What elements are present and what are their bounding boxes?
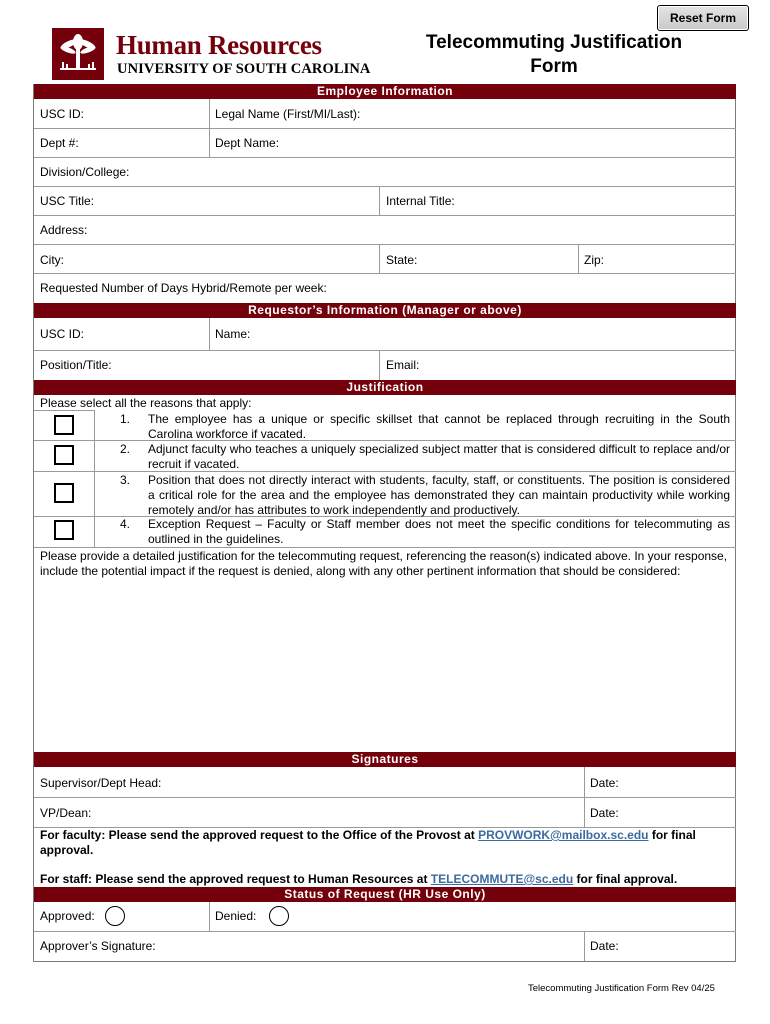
vp-dean-signature-field[interactable]: VP/Dean: — [40, 806, 92, 820]
divider — [584, 931, 585, 961]
dept-number-field[interactable]: Dept #: — [40, 136, 79, 150]
requestor-name-field[interactable]: Name: — [215, 327, 251, 341]
reason-text: Position that does not directly interact with students, faculty, staff, or constituents. The position is considered a critical role for the area and the employee has demonstrated they can maintain productivity while working remotely and/or has attributes to work independently and productively. — [148, 473, 730, 517]
vp-dean-date-field[interactable]: Date: — [590, 806, 619, 820]
days-remote-field[interactable]: Requested Number of Days Hybrid/Remote per week: — [40, 281, 327, 295]
provost-email-link[interactable]: PROVWORK@mailbox.sc.edu — [478, 828, 649, 842]
divider — [34, 244, 736, 245]
faculty-instruction-end: for final approval. — [40, 828, 696, 857]
justification-text-area[interactable] — [34, 596, 736, 750]
justification-instruction: Please select all the reasons that apply: — [40, 396, 252, 410]
reason-number: 3. — [120, 473, 131, 487]
city-field[interactable]: City: — [40, 253, 64, 267]
section-signatures: Signatures — [34, 752, 736, 767]
divider — [34, 215, 736, 216]
hr-email-link[interactable]: TELECOMMUTE@sc.edu — [430, 872, 574, 886]
justification-detail-prompt: Please provide a detailed justification for the telecommuting request, referencing the reason(s) indicated above. In your response, include the potential impact if the request is denied, along with any other pertinent information that should be considered: — [40, 549, 728, 578]
internal-title-field[interactable]: Internal Title: — [386, 194, 455, 208]
divider — [379, 186, 380, 215]
divider — [34, 931, 736, 932]
reason-2 — [120, 442, 730, 472]
reason-number: 4. — [120, 517, 131, 531]
reason-3 — [120, 473, 730, 518]
employee-legal-name-field[interactable]: Legal Name (First/MI/Last): — [215, 107, 361, 121]
requestor-position-field[interactable]: Position/Title: — [40, 358, 112, 372]
divider — [34, 186, 736, 187]
divider — [379, 350, 380, 380]
divider — [209, 318, 210, 350]
form-title-line2: Form — [530, 56, 578, 77]
reason-1-checkbox[interactable] — [54, 415, 74, 435]
form-title-line1: Telecommuting Justification — [425, 32, 683, 53]
dept-name-field[interactable]: Dept Name: — [215, 136, 280, 150]
section-justification: Justification — [34, 380, 736, 395]
usc-palmetto-logo-icon — [52, 28, 104, 80]
reason-1 — [120, 412, 730, 442]
reason-2-checkbox[interactable] — [54, 445, 74, 465]
divider — [34, 410, 95, 411]
divider — [578, 244, 579, 273]
state-field[interactable]: State: — [386, 253, 418, 267]
approved-label: Approved: — [40, 909, 95, 923]
section-requestor-information: Requestor’s Information (Manager or above) — [34, 303, 736, 318]
reason-number: 2. — [120, 442, 131, 456]
divider — [379, 244, 380, 273]
usc-title-field[interactable]: USC Title: — [40, 194, 95, 208]
reason-4-checkbox[interactable] — [54, 520, 74, 540]
approved-radio[interactable] — [105, 906, 125, 926]
divider — [34, 547, 736, 548]
divider — [34, 157, 736, 158]
supervisor-signature-field[interactable]: Supervisor/Dept Head: — [40, 776, 162, 790]
faculty-instruction-text: For faculty: Please send the approved request to the Office of the Provost at — [40, 828, 479, 842]
divider — [34, 797, 736, 798]
reason-text: Adjunct faculty who teaches a uniquely specialized subject matter that is considered difficult to replace and/or recruit if vacated. — [148, 442, 730, 471]
approver-date-field[interactable]: Date: — [590, 939, 619, 953]
supervisor-date-field[interactable]: Date: — [590, 776, 619, 790]
staff-instruction-text: For staff: Please send the approved request to Human Resources at — [40, 872, 431, 886]
approver-signature-field[interactable]: Approver’s Signature: — [40, 939, 156, 953]
section-status-of-request: Status of Request (HR Use Only) — [34, 887, 736, 902]
staff-instruction-end: for final approval. — [573, 872, 678, 886]
divider — [209, 902, 210, 931]
reason-text: The employee has a unique or specific skillset that cannot be replaced through recruiting in the South Carolina workforce if vacated. — [148, 412, 730, 441]
divider — [34, 128, 736, 129]
denied-radio[interactable] — [269, 906, 289, 926]
reason-3-checkbox[interactable] — [54, 483, 74, 503]
logo-title: Human Resources — [116, 30, 322, 60]
employee-usc-id-field[interactable]: USC ID: — [40, 107, 85, 121]
logo-subtitle: UNIVERSITY OF SOUTH CAROLINA — [117, 61, 371, 77]
reset-form-button[interactable]: Reset Form — [657, 5, 749, 31]
faculty-instruction — [40, 828, 732, 858]
staff-instruction — [40, 872, 732, 887]
divider — [34, 273, 736, 274]
divider — [34, 350, 736, 351]
address-field[interactable]: Address: — [40, 223, 88, 237]
division-college-field[interactable]: Division/College: — [40, 165, 130, 179]
requestor-email-field[interactable]: Email: — [386, 358, 420, 372]
reason-4 — [120, 517, 730, 547]
reason-number: 1. — [120, 412, 131, 426]
form-title — [404, 31, 704, 79]
denied-label: Denied: — [215, 909, 257, 923]
reason-text: Exception Request – Faculty or Staff member does not meet the specific conditions for telecommuting as outlined in the guidelines. — [148, 517, 730, 546]
requestor-usc-id-field[interactable]: USC ID: — [40, 327, 85, 341]
page-footer: Telecommuting Justification Form Rev 04/25 — [528, 983, 715, 994]
section-employee-information: Employee Information — [34, 84, 736, 99]
zip-field[interactable]: Zip: — [584, 253, 605, 267]
